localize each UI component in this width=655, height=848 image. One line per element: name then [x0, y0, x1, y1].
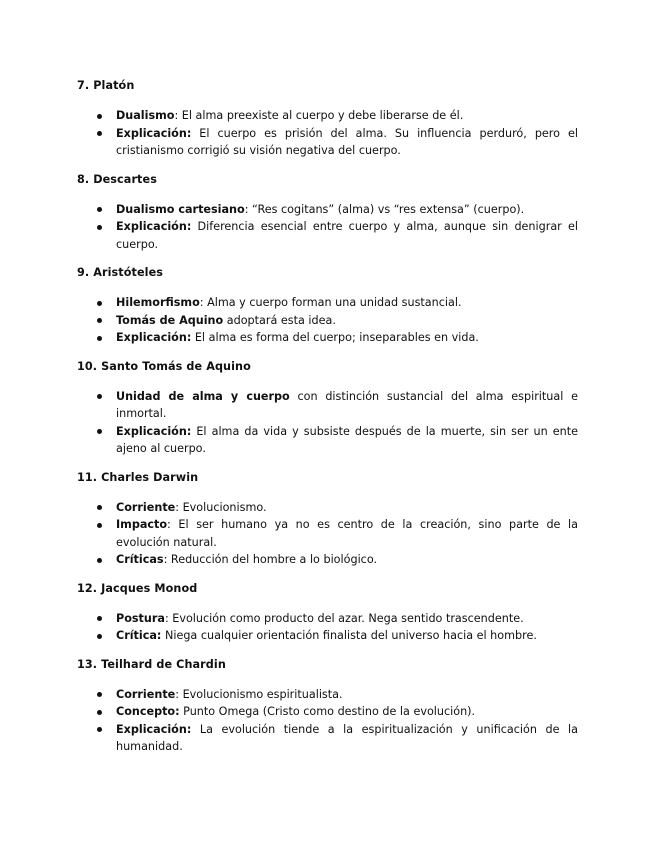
- item-label: Corriente: [116, 687, 176, 701]
- list-item: [77, 107, 578, 125]
- section-teilhard: [77, 657, 578, 756]
- section-title: 11. Charles Darwin: [77, 470, 199, 484]
- section-santo-tomas: [77, 359, 578, 458]
- item-text: El cuerpo es prisión del alma. Su influencia perduró, pero el cristianismo corrigió su visión negativa del cuerpo.: [116, 126, 578, 157]
- list-item: [77, 610, 578, 628]
- item-label: Críticas: [116, 553, 164, 566]
- item-text: El alma da vida y subsiste después de la muerte, sin ser un ente ajeno al cuerpo.: [116, 424, 578, 455]
- bullet-list: [77, 201, 578, 254]
- bullet-icon: [97, 523, 102, 528]
- bullet-list: [77, 686, 578, 756]
- bullet-list: [77, 294, 578, 347]
- bullet-icon: [97, 727, 102, 732]
- item-label: Explicación:: [116, 331, 192, 344]
- list-item: [77, 201, 578, 219]
- list-item: [77, 721, 578, 756]
- list-item: [77, 516, 578, 551]
- list-item: [77, 551, 578, 569]
- item-text: : Evolucionismo espiritualista.: [175, 687, 343, 701]
- bullet-icon: [97, 710, 102, 715]
- item-text: La evolución tiende a la espiritualización y unificación de la humanidad.: [116, 722, 578, 753]
- item-text: : El ser humano ya no es centro de la creación, sino parte de la evolución natural.: [116, 518, 578, 549]
- item-label: Explicación:: [116, 722, 192, 736]
- bullet-icon: [97, 207, 102, 212]
- bullet-icon: [97, 505, 102, 510]
- item-text: con distinción sustancial del alma espiritual e inmortal.: [116, 389, 578, 420]
- list-item: [77, 125, 578, 160]
- bullet-list: [77, 499, 578, 569]
- item-label: Explicación:: [116, 220, 192, 233]
- bullet-list: [77, 107, 578, 160]
- section-descartes: [77, 172, 578, 254]
- item-text: : Reducción del hombre a lo biológico.: [163, 553, 378, 566]
- item-text: Niega cualquier orientación finalista del universo hacia el hombre.: [161, 629, 537, 642]
- bullet-icon: [97, 634, 102, 639]
- list-item: [77, 423, 578, 458]
- list-item: [77, 312, 578, 330]
- bullet-icon: [97, 558, 102, 563]
- item-label: Unidad de alma y cuerpo: [116, 389, 290, 403]
- item-label: Corriente: [116, 500, 176, 514]
- bullet-icon: [97, 336, 102, 341]
- item-text: adoptará esta idea.: [223, 313, 336, 327]
- bullet-icon: [97, 394, 102, 399]
- list-item: [77, 329, 578, 347]
- item-text: Punto Omega (Cristo como destino de la evolución).: [179, 705, 476, 718]
- item-label: Hilemorfismo: [116, 296, 200, 309]
- section-title: 9. Aristóteles: [77, 266, 164, 279]
- item-text: : “Res cogitans” (alma) vs “res extensa” (cuerpo).: [244, 202, 525, 216]
- bullet-icon: [97, 131, 102, 136]
- section-darwin: [77, 470, 578, 569]
- section-title: 7. Platón: [77, 79, 135, 92]
- item-text: Diferencia esencial entre cuerpo y alma, aunque sin denigrar el cuerpo.: [116, 220, 578, 251]
- bullet-icon: [97, 429, 102, 434]
- bullet-icon: [97, 301, 102, 306]
- section-platon: [77, 78, 578, 160]
- list-item: [77, 686, 578, 704]
- item-label: Concepto:: [116, 705, 180, 718]
- section-monod: [77, 581, 578, 645]
- item-label: Dualismo: [116, 109, 175, 122]
- item-text: : Evolución como producto del azar. Nega sentido trascendente.: [164, 611, 524, 625]
- item-label: Impacto: [116, 518, 168, 531]
- item-text: : Evolucionismo.: [175, 500, 267, 514]
- section-title: 12. Jacques Monod: [77, 581, 198, 595]
- item-label: Dualismo cartesiano: [116, 202, 245, 216]
- bullet-icon: [97, 318, 102, 323]
- bullet-list: [77, 388, 578, 458]
- item-text: El alma es forma del cuerpo; inseparables en vida.: [191, 331, 479, 344]
- bullet-icon: [97, 616, 102, 621]
- bullet-list: [77, 610, 578, 645]
- item-label: Crítica:: [116, 629, 162, 642]
- section-aristoteles: [77, 265, 578, 347]
- bullet-icon: [97, 225, 102, 230]
- item-label: Postura: [116, 611, 165, 625]
- section-title: 8. Descartes: [77, 172, 157, 186]
- list-item: [77, 388, 578, 423]
- item-label: Tomás de Aquino: [116, 313, 224, 327]
- list-item: [77, 294, 578, 312]
- bullet-icon: [97, 114, 102, 119]
- list-item: [77, 499, 578, 517]
- item-label: Explicación:: [116, 424, 192, 438]
- item-text: : Alma y cuerpo forman una unidad sustancial.: [199, 296, 462, 309]
- item-label: Explicación:: [116, 126, 192, 140]
- item-text: : El alma preexiste al cuerpo y debe liberarse de él.: [174, 109, 464, 122]
- list-item: [77, 703, 578, 721]
- section-title: 13. Teilhard de Chardin: [77, 657, 226, 671]
- bullet-icon: [97, 692, 102, 697]
- list-item: [77, 218, 578, 253]
- list-item: [77, 627, 578, 645]
- section-title: 10. Santo Tomás de Aquino: [77, 359, 251, 373]
